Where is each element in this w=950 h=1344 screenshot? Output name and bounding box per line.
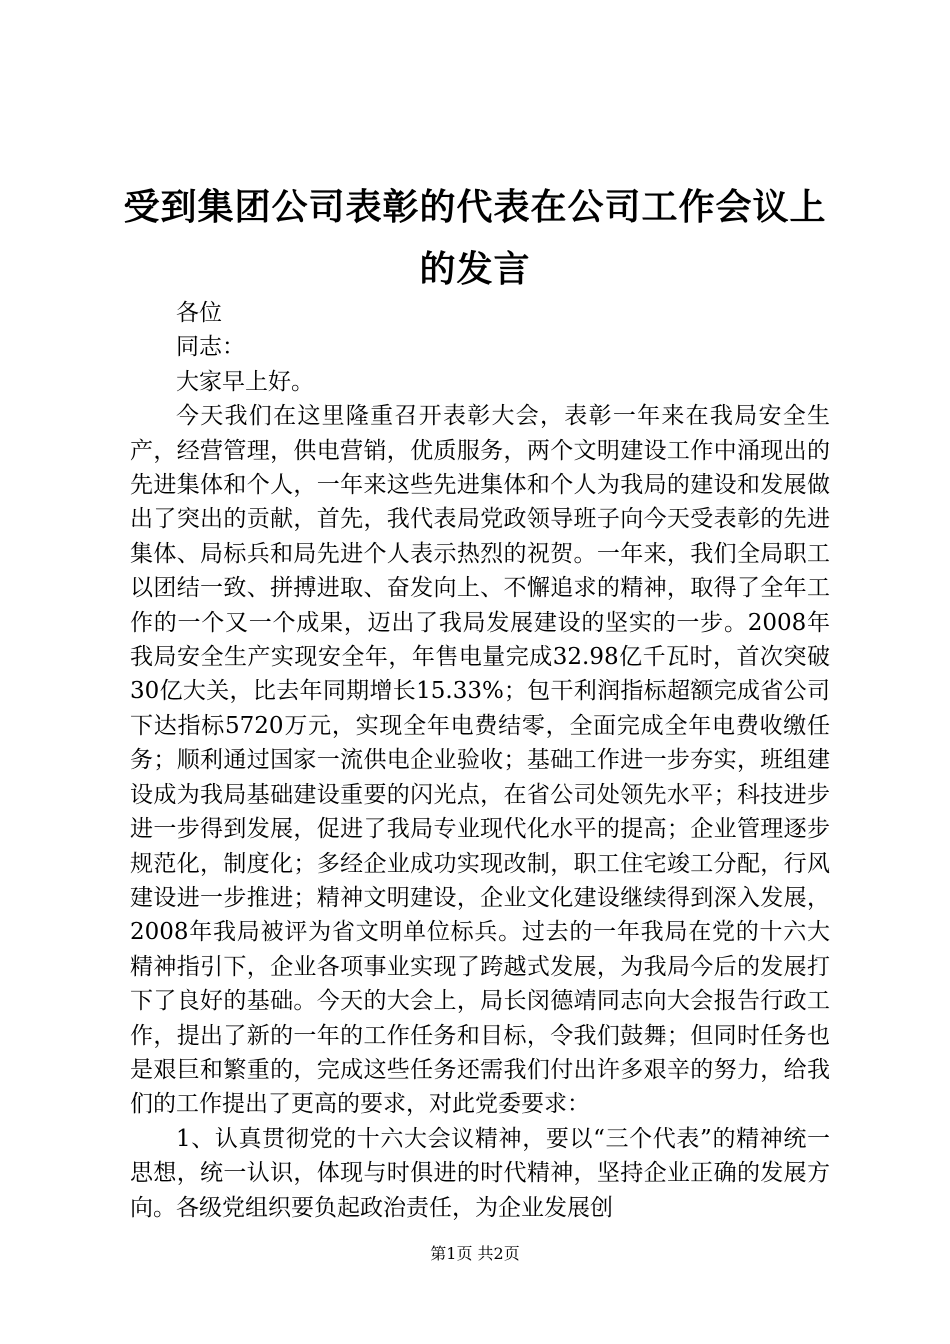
- greeting-paragraph: 大家早上好。: [176, 368, 314, 395]
- body-paragraph: 1、认真贯彻党的十六大会议精神，要以“三个代表”的精神统一思想，统一认识，体现与时俱进的时代精神，坚持企业正确的发展方向。各级党组织要负起政治责任，为企业发展创: [130, 1125, 830, 1221]
- body-paragraph: 今天我们在这里隆重召开表彰大会，表彰一年来在我局安全生产，经营管理，供电营销，优质服务，两个文明建设工作中涌现出的先进集体和个人，一年来这些先进集体和个人为我局的建设和发展做出了突出的贡献，首先，我代表局党政领导班子向今天受表彰的先进集体、局标兵和局先进个人表示热烈的祝贺。一年来，我们全局职工以团结一致、拼搏进取、奋发向上、不懈追求的精神，取得了全年工作的一个又一个成果，迈出了我局发展建设的坚实的一步。2008年我局安全生产实现安全年，年售电量完成32.98亿千瓦时，首次突破30亿大关，比去年同期增长15.33%；包干利润指标超额完成省公司下达指标5720万元，实现全年电费结零，全面完成全年电费收缴任务；顺利通过国家一流供电企业验收；基础工作进一步夯实，班组建设成为我局基础建设重要的闪光点，在省公司处领先水平；科技进步进一步得到发展，促进了我局专业现代化水平的提高；企业管理逐步规范化，制度化；多经企业成功实现改制，职工住宅竣工分配，行风建设进一步推进；精神文明建设，企业文化建设继续得到深入发展，2008年我局被评为省文明单位标兵。过去的一年我局在党的十六大精神指引下，企业各项事业实现了跨越式发展，为我局今后的发展打下了良好的基础。今天的大会上，局长闵德靖同志向大会报告行政工作，提出了新的一年的工作任务和目标，令我们鼓舞；但同时任务也是艰巨和繁重的，完成这些任务还需我们付出许多艰辛的努力，给我们的工作提出了更高的要求，对此党委要求：: [130, 403, 830, 1118]
- salutation-line-1: 各位: [176, 300, 222, 326]
- page-footer: 第1页 共2页: [430, 1244, 520, 1263]
- document-title: 受到集团公司表彰的代表在公司工作会议上的发言: [123, 186, 827, 290]
- document-body: [130, 296, 830, 1225]
- salutation-line-2: 同志：: [176, 334, 245, 361]
